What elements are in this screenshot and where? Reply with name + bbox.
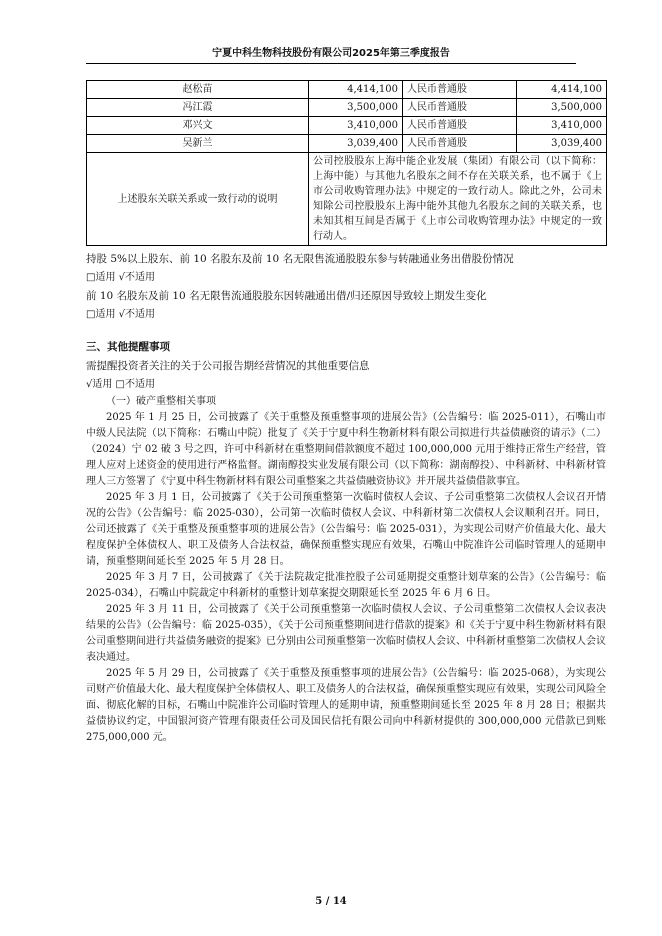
share-type: 人民币普通股 xyxy=(403,99,517,117)
section-title: 三、其他提醒事项 xyxy=(86,341,170,353)
page-content xyxy=(86,80,606,746)
relation-label: 上述股东关联关系或一致行动的说明 xyxy=(87,153,309,246)
shareholder-name: 赵松苗 xyxy=(87,81,309,99)
section-intro: 需提醒投资者关注的关于公司报告期经营情况的其他重要信息 xyxy=(86,360,370,372)
subsection-title: （一）破产重整相关事项 xyxy=(106,396,216,407)
table-row xyxy=(87,81,607,99)
paragraph: 2025 年 5 月 29 日，公司披露了《关于重整及预重整事项的进展公告》（公告编号：临 2025-068），为实现公司财产价值最大化、最大程度保护全体债权人、职工及债务人的合法权益，确保预重整实现应有效果，实现公司风险全面、彻底化解的目标，石嘴山中院准许公司临时管理人的延期申请，预重整期间延长至 2025 年 8 月 28 日；根据共益债协议约定，中国银河资产管理有限责任公司及国民信托有限公司向中科新材提供的 300,000,000 元借款已到账 275,000,000 元。 xyxy=(86,668,606,743)
report-header xyxy=(86,44,576,64)
margin-change-title: 前 10 名股东及前 10 名无限售流通股股东因转融通出借/归还原因导致较上期发生变化 xyxy=(86,290,487,302)
shareholder-name: 冯江霞 xyxy=(87,99,309,117)
paragraph: 2025 年 3 月 1 日，公司披露了《关于公司预重整第一次临时债权人会议、子公司重整第二次债权人会议召开情况的公告》（公告编号：临 2025-030），公司第一次临时债权人会议、中科新材第二次债权人会议顺利召开。同日，公司还披露了《关于重整及预重整事项的进展公告》（公告编号：临 2025-031），为实现公司财产价值最大化、最大程度保护全体债权人、职工及债务人合法权益，确保预重整实现应有效果，石嘴山中院准许公司临时管理人的延期申请，预重整期间延长至 2025 年 5 月 28 日。 xyxy=(86,492,606,567)
paragraph: 2025 年 1 月 25 日，公司披露了《关于重整及预重整事项的进展公告》（公告编号：临 2025-011），石嘴山市中级人民法院（以下简称：石嘴山中院）批复了《关于宁夏中科生物新材料有限公司拟进行共益债融资的请示》（二）（2024）宁 02 破 3 号之四，许可中科新材在重整期间借款额度不超过 100,000,000 元用于维持正常生产经营，管理人应对上述资金的使用进行严格监督。湖南醇投实业发展有限公司（以下简称：湖南醇投）、中科新材、中科新材管理人三方签署了《宁夏中科生物新材料有限公司重整案之共益债融资协议》并开展共益债借款事宜。 xyxy=(86,412,606,487)
paragraph: 2025 年 3 月 11 日，公司披露了《关于公司预重整第一次临时债权人会议、子公司重整第二次债权人会议表决结果的公告》（公告编号：临 2025-035），《关于公司预重整期间进行借款的提案》和《关于宁夏中科生物新材料有限公司重整期间进行共益债务融资的提案》已分别由公司预重整第一次临时债权人会议、中科新材重整第二次债权人会议表决通过。 xyxy=(86,604,606,663)
share-type: 人民币普通股 xyxy=(403,81,517,99)
margin-lending-title: 持股 5%以上股东、前 10 名股东及前 10 名无限售流通股股东参与转融通业务出借股份情况 xyxy=(86,253,514,265)
section-check: √适用 □不适用 xyxy=(86,379,155,390)
table-row xyxy=(87,135,607,153)
share-type-count: 3,500,000 xyxy=(517,99,607,117)
shareholder-table xyxy=(86,80,607,246)
share-type: 人民币普通股 xyxy=(403,117,517,135)
shareholder-shares: 4,414,100 xyxy=(309,81,403,99)
margin-lending-check: □适用 √不适用 xyxy=(86,272,155,283)
share-type-count: 3,410,000 xyxy=(517,117,607,135)
margin-change-check: □适用 √不适用 xyxy=(86,309,155,320)
shareholder-shares: 3,410,000 xyxy=(309,117,403,135)
paragraph: 2025 年 3 月 7 日，公司披露了《关于法院裁定批准控股子公司延期提交重整计划草案的公告》（公告编号：临 2025-034），石嘴山中院裁定中科新材的重整计划草案提交期限延长至 2025 年 6 月 6 日。 xyxy=(86,572,606,599)
shareholder-name: 邓兴文 xyxy=(87,117,309,135)
shareholder-shares: 3,500,000 xyxy=(309,99,403,117)
page-number: 5 / 14 xyxy=(315,896,347,907)
share-type: 人民币普通股 xyxy=(403,135,517,153)
share-type-count: 4,414,100 xyxy=(517,81,607,99)
table-row xyxy=(87,117,607,135)
report-title: 宁夏中科生物科技股份有限公司2025年第三季度报告 xyxy=(212,48,450,59)
relation-text: 公司控股股东上海中能企业发展（集团）有限公司（以下简称：上海中能）与其他九名股东之间不存在关联关系，也不属于《上市公司收购管理办法》中规定的一致行动人。除此之外，公司未知除公司控股股东上海中能外其他九名股东之间的关联关系，也未知其相互间是否属于《上市公司收购管理办法》中规定的一致行动人。 xyxy=(309,153,607,246)
shareholder-shares: 3,039,400 xyxy=(309,135,403,153)
table-row xyxy=(87,99,607,117)
share-type-count: 3,039,400 xyxy=(517,135,607,153)
table-row-relation xyxy=(87,153,607,246)
shareholder-name: 吴新兰 xyxy=(87,135,309,153)
